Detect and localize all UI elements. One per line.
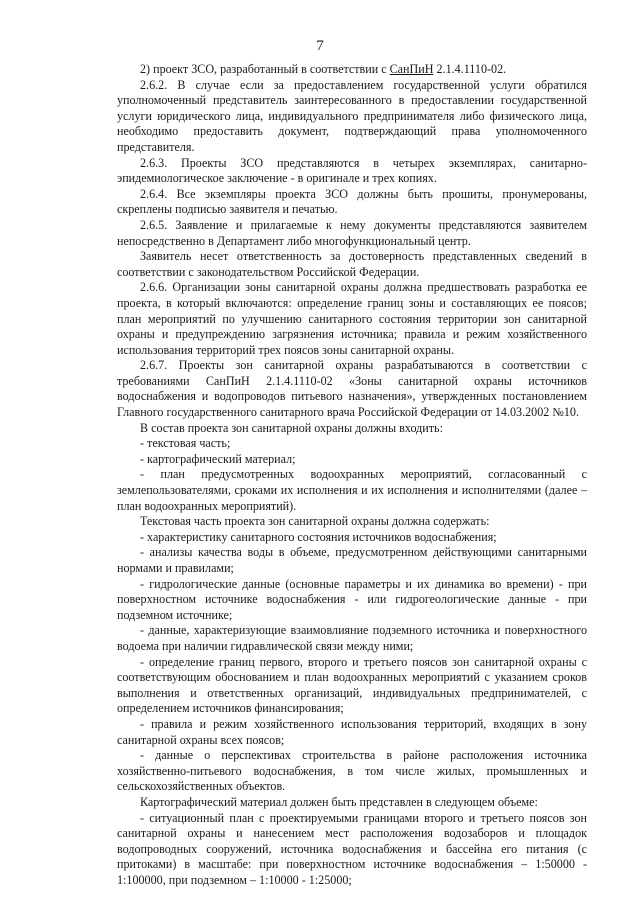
list-item: - данные о перспективах строительства в районе расположения источника хозяйственно-питьевого водоснабжения, в том числе жилых, промышленных и сельскохозяйственных объектов. [117, 748, 587, 794]
list-item: - определение границ первого, второго и третьего поясов зон санитарной охраны с соответствующим обоснованием и план водоохранных мероприятий с указанием сроков выполнения и ответственных организаций, индивидуальных предпринимателей, с определением источников финансирования; [117, 654, 587, 716]
list-item: - правила и режим хозяйственного использования территорий, входящих в зону санитарной охраны всех поясов; [117, 716, 587, 747]
list-item: - гидрологические данные (основные параметры и их динамика во времени) - при поверхностном источнике водоснабжения - или гидрогеологические данные - при подземном источнике; [117, 576, 587, 622]
paragraph-project-zso [117, 62, 587, 78]
paragraph-2-6-6: 2.6.6. Организации зоны санитарной охраны должна предшествовать разработка ее проекта, в который включаются: определение границ зоны и составляющих ее поясов; план мероприятий по улучшению санитарного состояния территории зон санитарной охраны и предупреждению загрязнения источника; правила и режим хозяйственного использования территорий трех поясов зоны санитарной охраны. [117, 280, 587, 357]
paragraph-text-part-contents: Текстовая часть проекта зон санитарной охраны должна содержать: [140, 514, 490, 529]
list-item: - данные, характеризующие взаимовлияние подземного источника и поверхностного водоема при наличии гидравлической связи между ними; [117, 623, 587, 653]
list-item: - картографический материал; [140, 451, 296, 466]
paragraph-2-6-3: 2.6.3. Проекты ЗСО представляются в четырех экземплярах, санитарно-эпидемиологическое заключение - в оригинале и трех копиях. [117, 155, 587, 186]
paragraph-project-composition: В состав проекта зон санитарной охраны должны входить: [140, 420, 443, 435]
list-item: - ситуационный план с проектируемыми границами второго и третьего поясов зон санитарной охраны и нанесением мест расположения водозаборов и площадок водопроводных сооружений, источника водоснабжения и бассейна его питания (с притоками) в масштабе: при поверхностном источнике водоснабжения – 1:50000 - 1:100000, при подземном – 1:10000 - 1:25000; [117, 810, 587, 887]
page-number: 7 [316, 38, 324, 54]
paragraph-text: 2) проект ЗСО, разработанный в соответствии с [140, 62, 390, 76]
paragraph-text: 2.1.4.1110-02. [433, 62, 507, 76]
sanpin-link[interactable]: СанПиН [389, 62, 434, 76]
paragraph-2-6-5: 2.6.5. Заявление и прилагаемые к нему документы представляются заявителем непосредственно в Департамент либо многофункциональный центр. [117, 217, 587, 248]
paragraph-cartographic-material: Картографический материал должен быть представлен в следующем объеме: [140, 794, 538, 809]
list-item: - текстовая часть; [140, 436, 231, 451]
list-item: - анализы качества воды в объеме, предусмотренном действующими санитарными нормами и правилами; [117, 545, 587, 575]
paragraph-2-6-2: 2.6.2. В случае если за предоставлением государственной услуги обратился уполномоченный представитель заинтересованного в предоставлении государственной услуги юридического лица, индивидуального предпринимателя либо физического лица, необходимо предоставить документ, подтверждающий права уполномоченного представителя. [117, 77, 587, 154]
list-item: - план предусмотренных водоохранных мероприятий, согласованный с землепользователями, сроками их исполнения и их исполнения и исполнителями (далее – план водоохранных мероприятий). [117, 467, 587, 513]
paragraph-2-6-7: 2.6.7. Проекты зон санитарной охраны разрабатываются в соответствии с требованиями СанПиН 2.1.4.1110-02 «Зоны санитарной охраны источников водоснабжения и водопроводов питьевого назначения», утвержденных постановлением Главного государственного санитарного врача Российской Федерации от 14.03.2002 №10. [117, 358, 587, 420]
paragraph-2-6-4: 2.6.4. Все экземпляры проекта ЗСО должны быть прошиты, пронумерованы, скреплены подписью заявителя и печатью. [117, 186, 587, 217]
paragraph-applicant-responsibility: Заявитель несет ответственность за достоверность представленных сведений в соответствии с законодательством Российской Федерации. [117, 249, 587, 279]
document-body [117, 62, 587, 888]
list-item: - характеристику санитарного состояния источников водоснабжения; [140, 529, 497, 544]
